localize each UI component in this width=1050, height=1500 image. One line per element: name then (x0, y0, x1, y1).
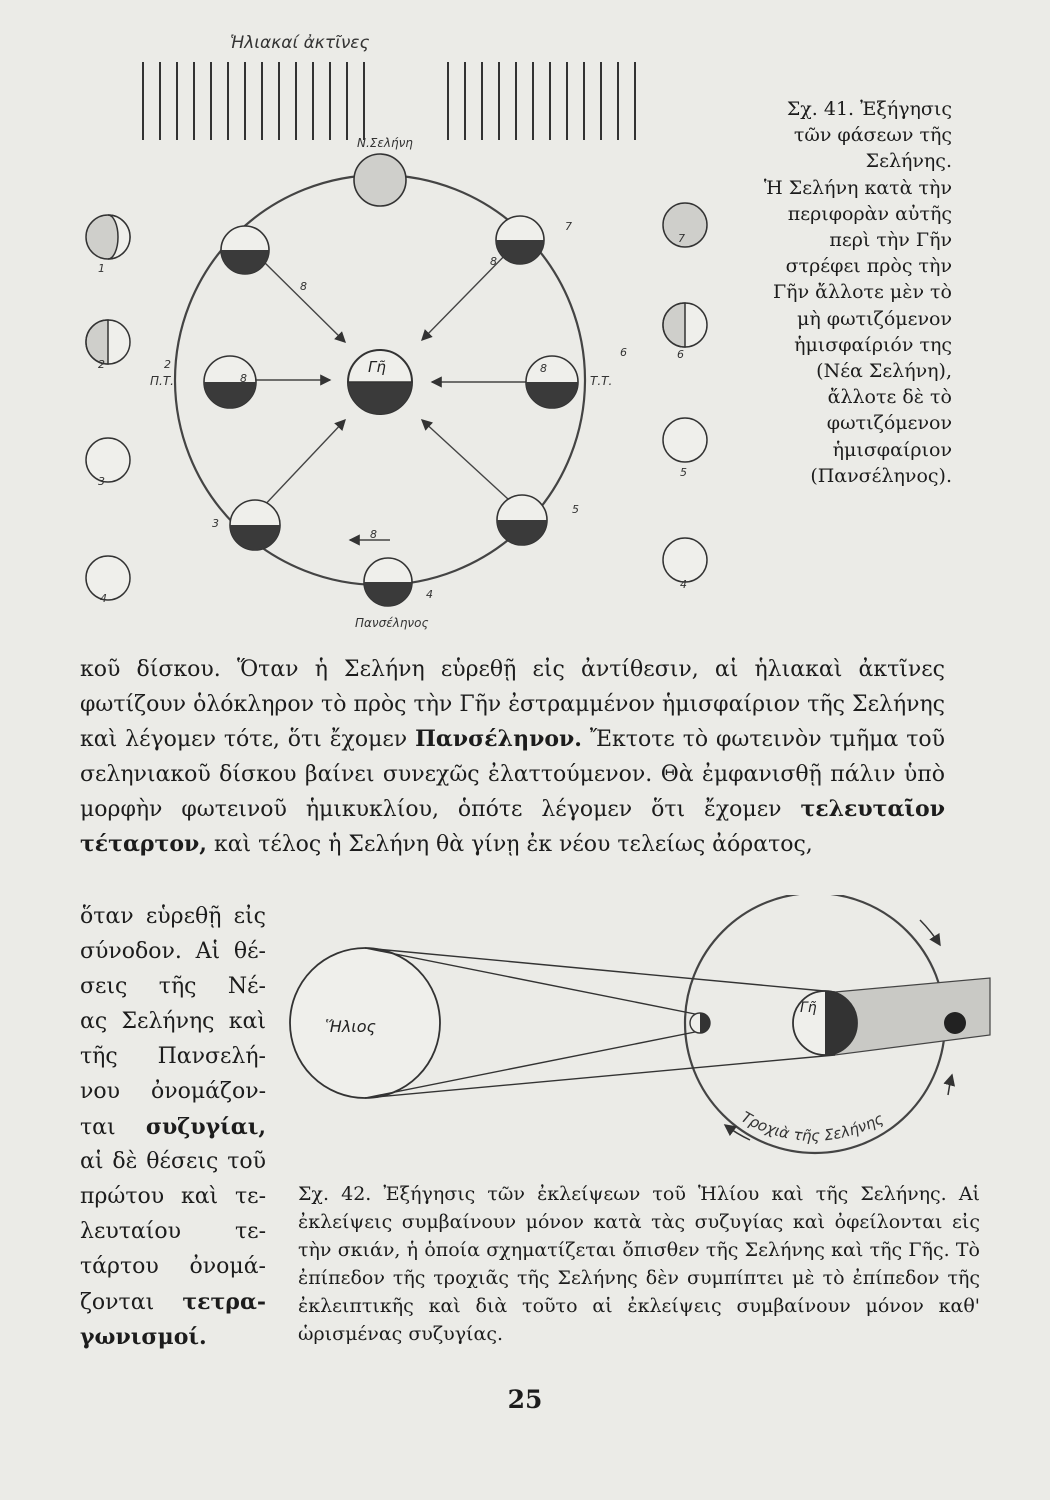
svg-text:7: 7 (565, 220, 572, 233)
svg-text:5: 5 (680, 466, 687, 479)
column-line: σύνοδον. Αἱ θέ- (80, 939, 266, 964)
column-line: ὅταν εὑρεθῇ εἰς (80, 904, 266, 929)
svg-text:8: 8 (370, 528, 377, 541)
column-line: ται συζυγίαι, (80, 1114, 266, 1140)
full-moon-label: Πανσέληνος (355, 616, 429, 630)
moon-position-8 (221, 226, 269, 274)
body-text-3: καὶ τέλος ἡ Σελήνη θὰ γίνῃ ἐκ νέου τελείως ἀόρατος, (206, 832, 813, 857)
first-quarter-label: Π.Τ. (150, 374, 174, 388)
moon-position-last-quarter (526, 356, 578, 408)
body-paragraph (80, 652, 945, 862)
svg-text:8: 8 (300, 280, 307, 293)
figure41-caption-head: Σχ. 41. Ἐξήγησις τῶν φάσεων τῆς Σελήνης. (786, 98, 952, 173)
column-line: πρώτου καὶ τε- (80, 1184, 266, 1209)
svg-text:3: 3 (98, 475, 105, 488)
column-line: ας Σελήνης καὶ (80, 1009, 266, 1034)
column-line: γωνισμοί. (80, 1324, 207, 1350)
column-line: τῆς Πανσελή- (80, 1044, 266, 1069)
moon-position-full (364, 558, 412, 606)
svg-text:7: 7 (678, 232, 685, 245)
svg-text:Τροχιὰ τῆς Σελήνης (738, 1108, 886, 1145)
moon-lunar-eclipse (944, 1012, 966, 1034)
figure42-caption-text: Αἱ ἐκλείψεις συμβαίνουν μόνον κατὰ τὰς συζυγίας καὶ ὀφείλονται εἰς τὴν σκιάν, ἡ ὁποία σχηματίζεται ὄπισθεν τῆς Σελήνης καὶ τῆς Γῆς. Τὸ ἐπίπεδον τῆς τροχιᾶς τῆς Σελήνης δὲν συμπίπτει μὲ τὸ ἐπίπεδον τῆς ἐκλειπτικῆς καὶ διὰ τοῦτο αἱ ἐκλείψεις συμβαίνουν μόνον καθ' ὡρισμένας συζυγίας. (298, 1183, 980, 1345)
figure-eclipses (280, 895, 1000, 1175)
earth-shadow (835, 978, 990, 1055)
svg-text:4: 4 (680, 578, 687, 591)
figure42-caption (298, 1180, 980, 1348)
moon-solar-eclipse (690, 1013, 710, 1033)
svg-text:3: 3 (212, 517, 219, 530)
svg-text:5: 5 (572, 503, 579, 516)
column-line: αἱ δὲ θέσεις τοῦ (80, 1149, 266, 1174)
svg-text:8: 8 (490, 255, 497, 268)
page-number: 25 (507, 1385, 543, 1414)
earth-label: Γῆ (368, 358, 386, 376)
figure-moon-phases (60, 20, 760, 650)
column-line: νου ὀνομάζον- (80, 1079, 266, 1104)
body-text-2: Ἔκτοτε τὸ φωτεινὸν τμῆμα τοῦ σεληνιακοῦ δίσκου βαίνει συνεχῶς ἐλαττούμενον. Θὰ ἐμφανισθῇ πάλιν ὑπὸ μορφὴν φωτεινοῦ ἡμικυκλίου, ὁπότε λέγομεν ὅτι ἔχομεν (80, 727, 945, 822)
moon-position-7 (496, 216, 544, 264)
apparent-phases-right (663, 203, 707, 582)
svg-text:2: 2 (164, 358, 171, 371)
column-line: τάρτου ὀνομά- (80, 1254, 266, 1279)
body-text-1: κοῦ δίσκου. Ὅταν ἡ Σελήνη εὑρεθῇ εἰς ἀντίθεσιν, αἱ ἡλιακαὶ ἀκτῖνες φωτίζουν ὁλόκληρον τὸ πρὸς τὴν Γῆν ἐστραμμένον ἡμισφαίριον τῆς Σελήνης καὶ λέγομεν τότε, ὅτι ἔχομεν (80, 657, 945, 752)
figure41-caption (752, 96, 952, 489)
earth-label-eclipse: Γῆ (800, 1000, 817, 1016)
sun-label: Ἥλιος (325, 1017, 376, 1036)
moon-position-5 (497, 495, 547, 545)
body-term-full-moon: Πανσέληνον. (415, 726, 582, 752)
svg-text:4: 4 (426, 588, 433, 601)
column-line: σεις τῆς Νέ- (80, 974, 266, 999)
new-moon-label: N.Σελήνη (357, 136, 413, 150)
column-line: λευταίου τε- (80, 1219, 266, 1244)
svg-text:8: 8 (240, 372, 247, 385)
orbit-label: Τροχιὰ τῆς Σελήνης (738, 1107, 887, 1145)
figure42-caption-head: Σχ. 42. Ἐξήγησις τῶν ἐκλείψεων τοῦ Ἡλίου καὶ τῆς Σελήνης. (298, 1183, 947, 1205)
moon-position-new (354, 154, 406, 206)
svg-text:8: 8 (540, 362, 547, 375)
svg-text:6: 6 (677, 348, 684, 361)
column-line: ζονται τετρα- (80, 1289, 266, 1315)
svg-text:2: 2 (98, 358, 105, 371)
last-quarter-label: Τ.Τ. (590, 374, 613, 388)
body-term-last-quarter: τελευταῖον τέταρτον, (80, 796, 945, 857)
apparent-phases-left (86, 215, 130, 600)
moon-position-3 (230, 500, 280, 550)
svg-text:6: 6 (620, 346, 627, 359)
moon-position-first-quarter (204, 356, 256, 408)
svg-text:1: 1 (98, 262, 105, 275)
sun-rays-label: Ἡλιακαί ἀκτῖνες (230, 33, 370, 53)
svg-text:4: 4 (100, 592, 107, 605)
sun-rays (143, 62, 635, 140)
figure41-caption-text: Ἡ Σελήνη κατὰ τὴν περιφορὰν αὐτῆς περὶ τὴν Γῆν στρέφει πρὸς τὴν Γῆν ἄλλοτε μὲν τὸ μὴ φωτιζόμενον ἡμισφαίριόν της (Νέα Σελήνη), ἄλλοτε δὲ τὸ φωτιζόμενον ἡμισφαίριον (Πανσέληνος). (763, 176, 952, 487)
